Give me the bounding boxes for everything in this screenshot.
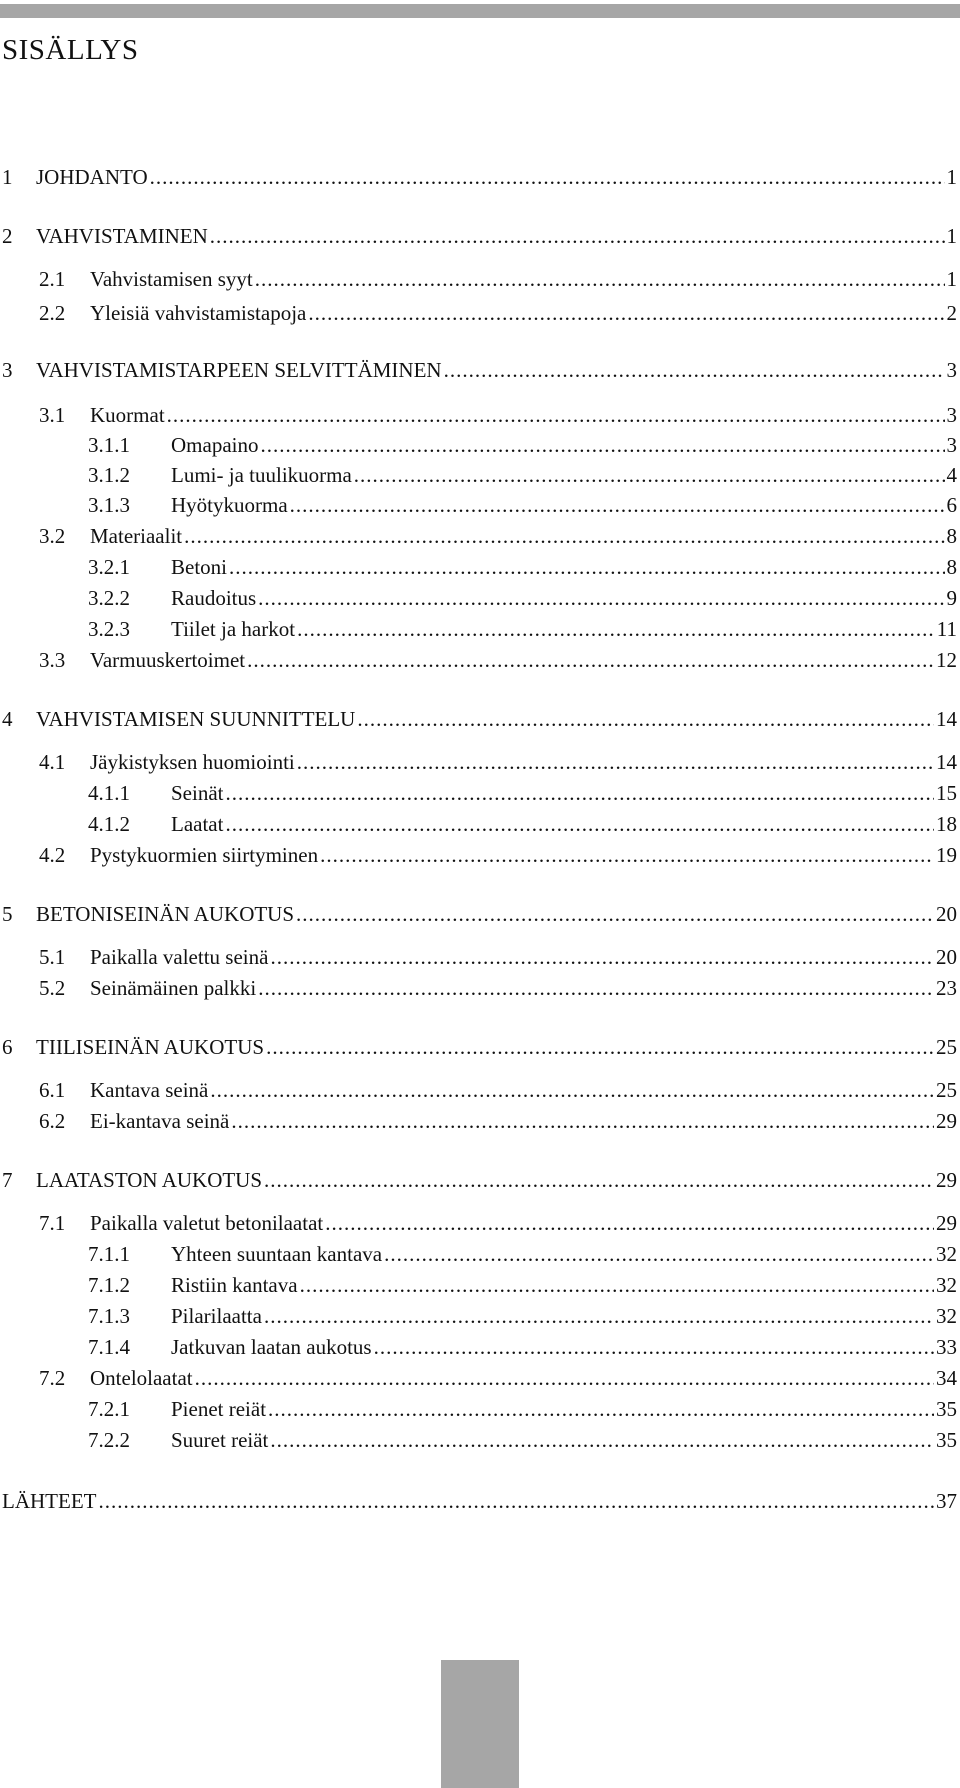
toc-entry[interactable] [0,1488,957,1514]
toc-entry-number: 1 [2,165,13,189]
dot-leader [167,402,945,428]
toc-entry-title: Varmuuskertoimet [90,648,246,672]
toc-entry-title: TIILISEINÄN AUKOTUS [36,1035,265,1059]
toc-entry-number: 4.1.2 [88,812,130,836]
toc-entry-title: Ei-kantava seinä [90,1109,230,1133]
toc-entry-title: Pystykuormien siirtyminen [90,843,319,867]
toc-entry-page: 32 [936,1273,957,1297]
toc-entry-number: 7 [2,1168,13,1192]
toc-entry-title: BETONISEINÄN AUKOTUS [36,902,295,926]
toc-entry-number: 7.2 [39,1366,66,1390]
toc-entry[interactable] [0,266,957,292]
toc-entry-page: 32 [936,1242,957,1266]
toc-entry-number: 3.2.3 [88,617,130,641]
toc-entry-page: 25 [936,1035,957,1059]
dot-leader [210,1077,934,1103]
toc-entry[interactable] [0,811,957,837]
toc-entry-title: Jatkuvan laatan aukotus [171,1335,372,1359]
toc-entry-number: 2.2 [39,301,66,325]
toc-entry-number: 3.2.1 [88,555,130,579]
toc-entry[interactable] [0,300,957,326]
dot-leader [247,647,934,673]
dot-leader [264,1167,934,1193]
toc-entry[interactable] [0,1303,957,1329]
toc-entry[interactable] [0,1108,957,1134]
toc-entry-title: Laatat [171,812,224,836]
dot-leader [229,554,945,580]
toc-entry-page: 15 [936,781,957,805]
toc-entry[interactable] [0,523,957,549]
dot-leader [290,492,945,518]
dot-leader [320,842,934,868]
dot-leader [258,585,944,611]
toc-entry-title: Lumi- ja tuulikuorma [171,463,352,487]
dot-leader [325,1210,934,1236]
toc-entry[interactable] [0,462,957,488]
toc-entry-title: Pienet reiät [171,1397,267,1421]
toc-entry[interactable] [0,1077,957,1103]
dot-leader [264,1303,934,1329]
toc-entry-title: LAATASTON AUKOTUS [36,1168,263,1192]
dot-leader [255,266,945,292]
toc-entry-title: Ontelolaatat [90,1366,193,1390]
toc-entry-number: 6 [2,1035,13,1059]
toc-entry-title: Vahvistamisen syyt [90,267,253,291]
toc-entry[interactable] [0,975,957,1001]
toc-entry-page: 9 [946,586,957,610]
toc-entry-page: 8 [946,555,957,579]
toc-entry-title: Seinät [171,781,224,805]
toc-entry-page: 2 [946,301,957,325]
toc-entry[interactable] [0,357,957,383]
toc-entry-number: 3.1.3 [88,493,130,517]
dot-leader [384,1241,934,1267]
toc-entry-page: 35 [936,1397,957,1421]
dot-leader [308,300,944,326]
toc-entry-number: 5 [2,902,13,926]
toc-entry[interactable] [0,616,957,642]
toc-entry-page: 20 [936,902,957,926]
toc-entry[interactable] [0,749,957,775]
dot-leader [444,357,945,383]
toc-entry-number: 4 [2,707,13,731]
toc-entry-page: 11 [936,617,957,641]
toc-entry[interactable] [0,1365,957,1391]
dot-leader [210,223,945,249]
toc-entry-title: VAHVISTAMISTARPEEN SELVITTÄMINEN [36,358,442,382]
toc-entry[interactable] [0,223,957,249]
toc-entry-page: 25 [936,1078,957,1102]
dot-leader [270,944,934,970]
toc-entry-title: Paikalla valetut betonilaatat [90,1211,324,1235]
toc-entry-page: 35 [936,1428,957,1452]
toc-entry[interactable] [0,647,957,673]
toc-entry-title: Tiilet ja harkot [171,617,296,641]
toc-entry-title: Materiaalit [90,524,183,548]
toc-entry-page: 8 [946,524,957,548]
toc-entry-number: 4.2 [39,843,66,867]
dot-leader [150,164,945,190]
toc-entry-number: 7.1.1 [88,1242,130,1266]
toc-entry-page: 19 [936,843,957,867]
toc-entry[interactable] [0,164,957,190]
toc-entry[interactable] [0,1427,957,1453]
dot-leader [297,616,935,642]
dot-leader [231,1108,934,1134]
toc-entry-number: 7.1.4 [88,1335,130,1359]
toc-entry-page: 6 [946,493,957,517]
dot-leader [260,432,944,458]
dot-leader [266,1034,934,1060]
toc-entry-number: 5.1 [39,945,66,969]
toc-entry[interactable] [0,1034,957,1060]
toc-entry[interactable] [0,944,957,970]
toc-entry-number: 3.1.2 [88,463,130,487]
toc-entry-title: Omapaino [171,433,259,457]
toc-entry-title: Kantava seinä [90,1078,209,1102]
toc-entry-title: Pilarilaatta [171,1304,262,1328]
toc-entry-page: 29 [936,1168,957,1192]
toc-entry-page: 3 [946,358,957,382]
toc-entry-number: 7.2.2 [88,1428,130,1452]
toc-entry-title: Suuret reiät [171,1428,269,1452]
toc-entry-number: 2 [2,224,13,248]
toc-entry[interactable] [0,492,957,518]
toc-entry-number: 5.2 [39,976,66,1000]
toc-entry-page: 29 [936,1211,957,1235]
dot-leader [226,780,935,806]
toc-entry[interactable] [0,842,957,868]
toc-entry-number: 7.1.3 [88,1304,130,1328]
toc-entry-number: 6.2 [39,1109,66,1133]
toc-entry-title: VAHVISTAMISEN SUUNNITTELU [36,707,356,731]
toc-entry[interactable] [0,1167,957,1193]
dot-leader [270,1427,934,1453]
toc-entry-number: 3.2.2 [88,586,130,610]
dot-leader [184,523,944,549]
toc-entry[interactable] [0,780,957,806]
toc-entry[interactable] [0,432,957,458]
toc-entry-title: Jäykistyksen huomiointi [90,750,295,774]
toc-entry-page: 4 [946,463,957,487]
dot-leader [98,1488,934,1514]
toc-entry[interactable] [0,1241,957,1267]
dot-leader [258,975,934,1001]
toc-entry-number: 2.1 [39,267,66,291]
toc-entry[interactable] [0,585,957,611]
toc-entry-title: LÄHTEET [2,1489,97,1513]
toc-entry-title: JOHDANTO [36,165,148,189]
toc-entry-number: 4.1.1 [88,781,130,805]
toc-entry-number: 3.2 [39,524,66,548]
toc-heading: SISÄLLYS [2,34,139,66]
toc-entry-page: 37 [936,1489,957,1513]
toc-entry-title: Hyötykuorma [171,493,288,517]
dot-leader [297,749,934,775]
toc-entry-title: Kuormat [90,403,165,427]
toc-entry-number: 6.1 [39,1078,66,1102]
toc-entry-title: Ristiin kantava [171,1273,298,1297]
toc-entry[interactable] [0,901,957,927]
toc-entry-page: 1 [946,224,957,248]
toc-entry-page: 3 [946,433,957,457]
toc-entry-page: 34 [936,1366,957,1390]
toc-entry-page: 12 [936,648,957,672]
toc-entry-page: 3 [946,403,957,427]
toc-entry-page: 18 [936,812,957,836]
dot-leader [357,706,934,732]
toc-entry[interactable] [0,1210,957,1236]
toc-entry[interactable] [0,1396,957,1422]
toc-entry[interactable] [0,1334,957,1360]
toc-entry-page: 32 [936,1304,957,1328]
toc-entry[interactable] [0,402,957,428]
toc-entry-title: Paikalla valettu seinä [90,945,269,969]
toc-entry[interactable] [0,554,957,580]
dot-leader [374,1334,934,1360]
toc-entry-number: 7.2.1 [88,1397,130,1421]
toc-entry-title: Betoni [171,555,227,579]
page-number-box [441,1660,519,1788]
toc-entry[interactable] [0,706,957,732]
toc-entry-page: 23 [936,976,957,1000]
toc-entry-title: Raudoitus [171,586,257,610]
toc-entry-number: 3.1.1 [88,433,130,457]
toc-entry-page: 33 [936,1335,957,1359]
toc-entry-number: 3 [2,358,13,382]
toc-entry-title: Yhteen suuntaan kantava [171,1242,383,1266]
toc-entry-page: 14 [936,750,957,774]
dot-leader [195,1365,934,1391]
dot-leader [225,811,934,837]
dot-leader [300,1272,934,1298]
toc-entry-page: 29 [936,1109,957,1133]
dot-leader [296,901,934,927]
toc-entry-page: 1 [946,165,957,189]
toc-entry-page: 20 [936,945,957,969]
toc-entry-page: 1 [946,267,957,291]
toc-entry-title: VAHVISTAMINEN [36,224,208,248]
dot-leader [268,1396,934,1422]
toc-entry-number: 7.1 [39,1211,66,1235]
toc-entry-number: 3.3 [39,648,66,672]
toc-entry-number: 4.1 [39,750,66,774]
toc-entry-number: 7.1.2 [88,1273,130,1297]
dot-leader [354,462,945,488]
toc-entry-page: 14 [936,707,957,731]
toc-entry[interactable] [0,1272,957,1298]
toc-entry-number: 3.1 [39,403,66,427]
toc-entry-title: Seinämäinen palkki [90,976,257,1000]
toc-entry-title: Yleisiä vahvistamistapoja [90,301,307,325]
